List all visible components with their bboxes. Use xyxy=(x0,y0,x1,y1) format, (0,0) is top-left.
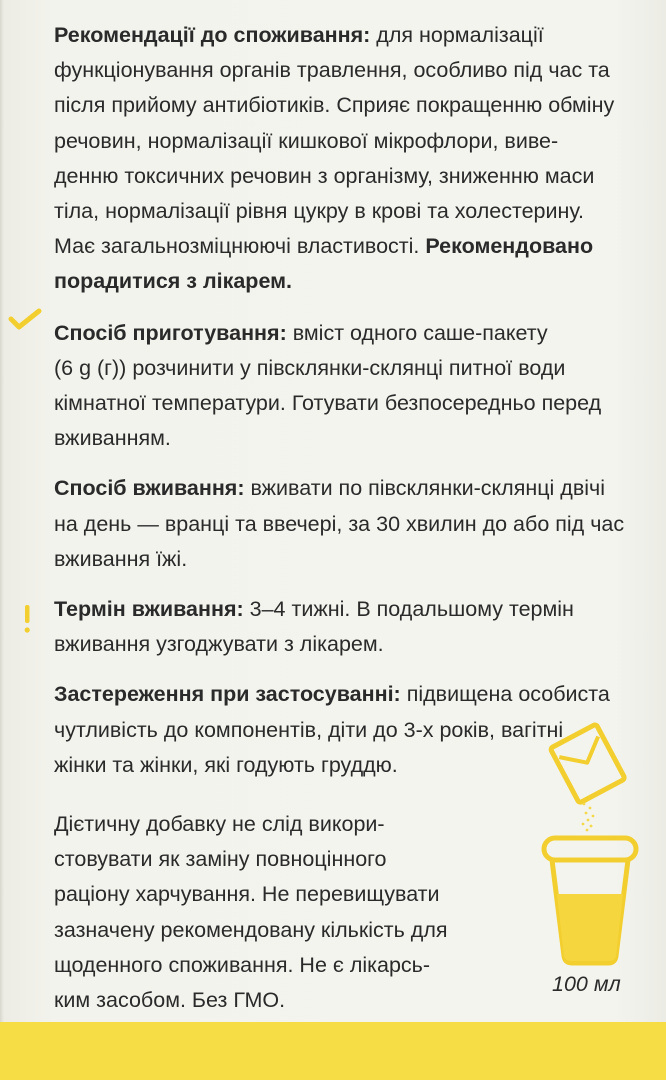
term-section: Термін вживання: 3–4 тижні. В подальшому термін вживання узгоджувати з лікарем. xyxy=(54,597,574,657)
recommendations-section: Рекомендації до споживання: для нормалізації функціонування органів травлення, особливо під час та після прийому антибіотиків. Сприяє покращенню обміну речовин, нормалізації кишкової мікрофлори, виве- денню токсичних речовин з організму, зниженню маси тіла, нормалізації рівня цукру в крові та холестерину. Має загальнозміцнюючі властивості. Рекомендовано порадитися з лікарем. xyxy=(54,23,615,294)
exclamation-icon xyxy=(22,604,32,634)
warnings-section: Застереження при застосуванні: підвищена особиста чутливість до компонентів, діти до 3-х років, вагітні жінки та жінки, які годують груддю. xyxy=(54,682,610,777)
usage-section: Спосіб вживання: вживати по півсклянки-склянці двічі на день — вранці та ввечері, за 30 хвилин до або під час вживання їжі. xyxy=(54,476,625,571)
disclaimer-section: Дієтичну добавку не слід викори- стовувати як заміну повноцінного раціону харчування. Не перевищувати зазначену рекомендовану кількість для щоденного споживання. Не є лікарсь- ким засобом. Без ГМО. xyxy=(54,812,448,1013)
preparation-section: Спосіб приготування: вміст одного саше-пакету (6 g (г)) розчинити у півсклянки-склянці питної води кімнатної температури. Готувати безпосередньо перед вживанням. xyxy=(54,320,602,451)
usage-label: Спосіб вживання: xyxy=(54,476,245,501)
check-icon xyxy=(8,308,42,332)
recommendations-label: Рекомендації до споживання: xyxy=(54,23,371,47)
sachet-into-cup-icon xyxy=(538,718,642,968)
term-label: Термін вживання: xyxy=(54,597,244,622)
preparation-label: Спосіб приготування: xyxy=(54,320,287,345)
yellow-footer-band xyxy=(0,1022,666,1080)
warnings-label: Застереження при застосуванні: xyxy=(54,682,401,707)
volume-label: 100 мл xyxy=(552,972,621,996)
panel-edge-shadow xyxy=(0,0,4,1030)
